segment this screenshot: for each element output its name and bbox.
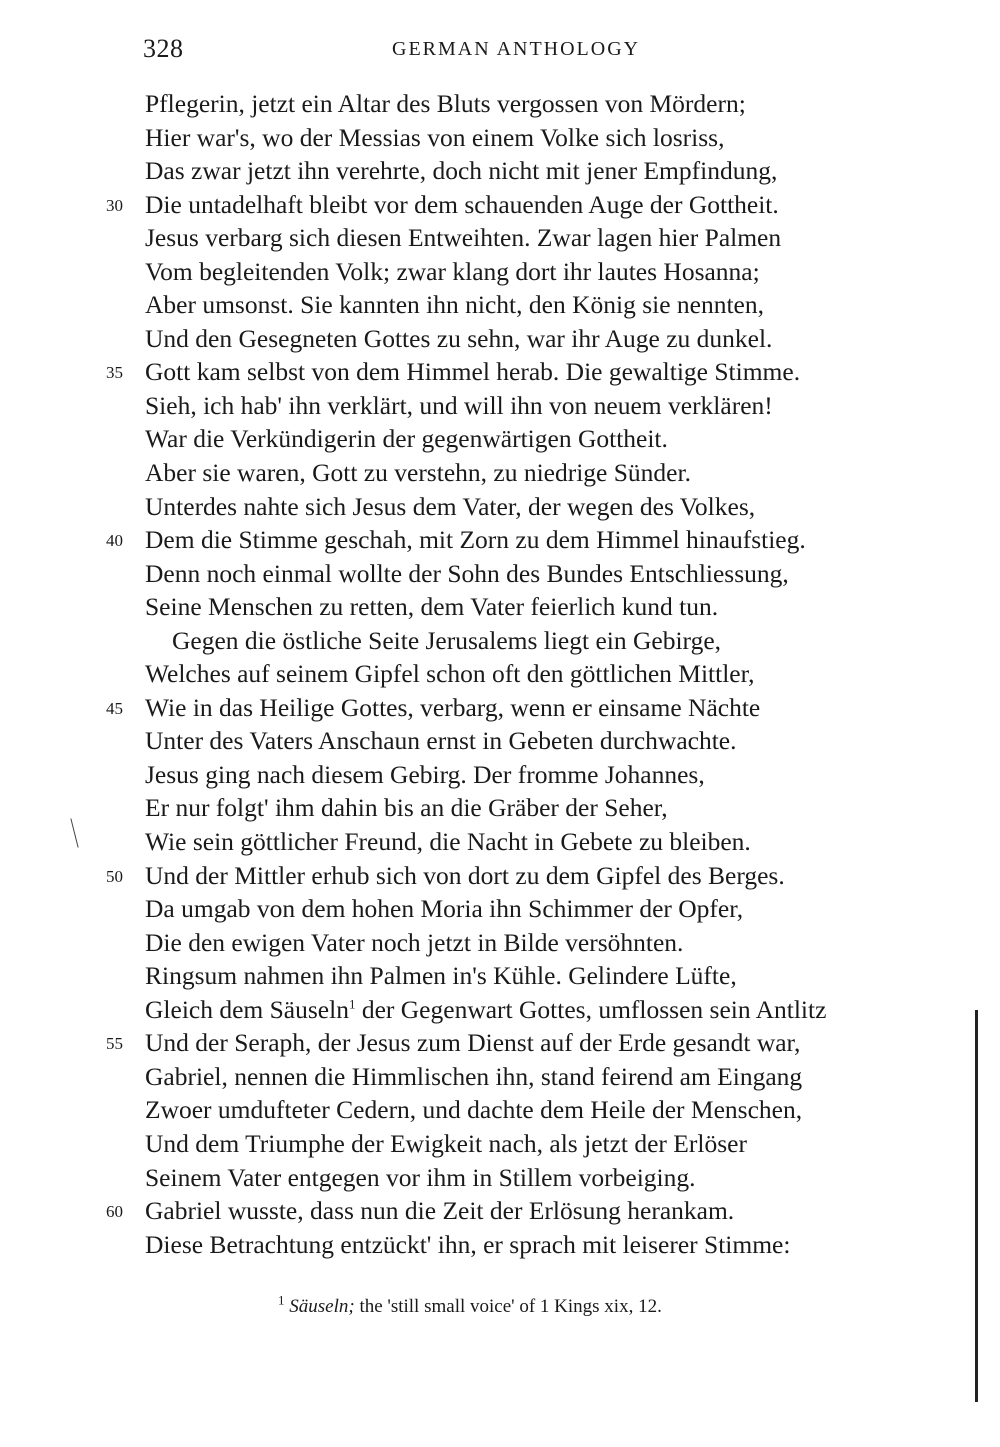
verse-text-main: Vom begleitenden Volk; zwar klang dort ihr lautes Hosanna; [145, 256, 760, 286]
verse-text [145, 724, 737, 758]
verse-line [0, 859, 1000, 893]
verse-text-main: Aber sie waren, Gott zu verstehn, zu niedrige Sünder. [145, 458, 691, 488]
verse-text-main: Sieh, ich hab' ihn verklärt, und will ihn von neuem verklären! [145, 390, 773, 420]
verse-line [0, 1194, 1000, 1228]
verse-text-main: Gegen die östliche Seite Jerusalems liegt ein Gebirge, [172, 625, 722, 655]
verse-line [0, 657, 1000, 691]
verse-text-main: Da umgab von dem hohen Moria ihn Schimmer der Opfer, [145, 894, 744, 924]
verse-line [0, 154, 1000, 188]
verse-text-main: Jesus ging nach diesem Gebirg. Der fromme Johannes, [145, 759, 705, 789]
verse-line [0, 288, 1000, 322]
verse-text [145, 791, 668, 825]
verse-text-main: Wie in das Heilige Gottes, verbarg, wenn er einsame Nächte [145, 692, 761, 722]
verse-text [145, 389, 773, 423]
verse-text [145, 456, 691, 490]
footnote-text: the 'still small voice' of 1 Kings xix, 12. [354, 1296, 662, 1317]
line-number: 30 [106, 195, 123, 215]
verse-text [145, 993, 826, 1027]
verse-text [145, 959, 737, 993]
verse-text-main: Und der Seraph, der Jesus zum Dienst auf der Erde gesandt war, [145, 1028, 801, 1058]
verse-line [0, 87, 1000, 121]
verse-text-main: Seine Menschen zu retten, dem Vater feierlich kund tun. [145, 592, 719, 622]
running-head: GERMAN ANTHOLOGY [392, 38, 641, 60]
verse-line [0, 926, 1000, 960]
verse-text [145, 422, 668, 456]
verse-text-main: Unter des Vaters Anschaun ernst in Gebeten durchwachte. [145, 726, 737, 756]
poem-body [0, 87, 1000, 1261]
verse-line [0, 959, 1000, 993]
line-number: 55 [106, 1034, 123, 1054]
verse-text-main: Ringsum nahmen ihn Palmen in's Kühle. Gelindere Lüfte, [145, 961, 737, 991]
verse-line [0, 758, 1000, 792]
verse-line [0, 188, 1000, 222]
verse-text-main: Hier war's, wo der Messias von einem Volke sich losriss, [145, 122, 725, 152]
verse-text [145, 523, 806, 557]
verse-text [145, 892, 743, 926]
verse-line [0, 523, 1000, 557]
verse-text-main: Diese Betrachtung entzückt' ihn, er sprach mit leiserer Stimme: [145, 1229, 791, 1259]
verse-text [145, 255, 760, 289]
verse-line [0, 1228, 1000, 1262]
verse-text-main: Die den ewigen Vater noch jetzt in Bilde versöhnten. [145, 927, 684, 957]
verse-text-main: Denn noch einmal wollte der Sohn des Bundes Entschliessung, [145, 558, 789, 588]
verse-line [0, 724, 1000, 758]
verse-line [0, 892, 1000, 926]
verse-line [0, 1026, 1000, 1060]
verse-text-main: Er nur folgt' ihm dahin bis an die Gräber der Seher, [145, 793, 668, 823]
verse-text [145, 188, 779, 222]
verse-text [145, 1060, 802, 1094]
verse-text-main: Das zwar jetzt ihn verehrte, doch nicht mit jener Empfindung, [145, 156, 778, 186]
verse-text-main: Und den Gesegneten Gottes zu sehn, war ihr Auge zu dunkel. [145, 323, 773, 353]
verse-text-main: Welches auf seinem Gipfel schon oft den göttlichen Mittler, [145, 659, 755, 689]
verse-text [145, 657, 754, 691]
line-number: 40 [106, 531, 123, 551]
verse-text [145, 490, 755, 524]
verse-text-main: Gott kam selbst von dem Himmel herab. Die gewaltige Stimme. [145, 357, 801, 387]
verse-line [0, 691, 1000, 725]
verse-text-continued: der Gegenwart Gottes, umflossen sein Antlitz [355, 994, 827, 1024]
verse-text-main: Gabriel, nennen die Himmlischen ihn, stand feirend am Eingang [145, 1061, 803, 1091]
verse-text [145, 1228, 790, 1262]
verse-text-main: Dem die Stimme geschah, mit Zorn zu dem Himmel hinaufstieg. [145, 525, 806, 555]
verse-line [0, 1161, 1000, 1195]
verse-text [145, 355, 800, 389]
verse-line [0, 490, 1000, 524]
verse-line [0, 422, 1000, 456]
verse-text-main: Aber umsonst. Sie kannten ihn nicht, den König sie nennten, [145, 290, 764, 320]
verse-text [145, 322, 772, 356]
verse-line [0, 557, 1000, 591]
footnote-reference: 1 [348, 996, 356, 1012]
verse-line [0, 322, 1000, 356]
verse-line [0, 389, 1000, 423]
verse-text [172, 624, 721, 658]
margin-rule [975, 1010, 978, 1402]
line-number: 35 [106, 363, 123, 383]
verse-text [145, 221, 781, 255]
verse-text [145, 859, 785, 893]
verse-line [0, 355, 1000, 389]
line-number: 45 [106, 698, 123, 718]
verse-text [145, 288, 764, 322]
verse-text-main: Pflegerin, jetzt ein Altar des Bluts vergossen von Mördern; [145, 89, 746, 118]
verse-text [145, 1093, 802, 1127]
line-number: 60 [106, 1202, 123, 1222]
verse-text-main: Und der Mittler erhub sich von dort zu dem Gipfel des Berges. [145, 860, 785, 890]
verse-text [145, 691, 760, 725]
verse-text-main: Seinem Vater entgegen vor ihm in Stillem vorbeiging. [145, 1162, 696, 1192]
verse-text [145, 1194, 734, 1228]
verse-text [145, 1026, 800, 1060]
verse-text [145, 758, 705, 792]
verse-line [0, 1093, 1000, 1127]
verse-text [145, 825, 751, 859]
verse-text-main: Gabriel wusste, dass nun die Zeit der Erlösung herankam. [145, 1196, 735, 1226]
verse-text [145, 590, 718, 624]
verse-text-main: Jesus verbarg sich diesen Entweihten. Zwar lagen hier Palmen [145, 223, 782, 253]
verse-text-main: Gleich dem Säuseln [145, 994, 349, 1024]
verse-text-main: War die Verkündigerin der gegenwärtigen Gottheit. [145, 424, 668, 454]
verse-line [0, 590, 1000, 624]
verse-text [145, 154, 777, 188]
page-number: 328 [143, 34, 184, 63]
verse-line [0, 825, 1000, 859]
verse-text [145, 926, 683, 960]
verse-text-main: Die untadelhaft bleibt vor dem schauenden Auge der Gottheit. [145, 189, 779, 219]
verse-line [0, 1060, 1000, 1094]
verse-line [0, 993, 1000, 1027]
verse-text-main: Wie sein göttlicher Freund, die Nacht in Gebete zu bleiben. [145, 827, 751, 857]
verse-line [0, 121, 1000, 155]
footnote-term: Säuseln; [289, 1296, 355, 1317]
verse-line [0, 624, 1000, 658]
verse-text [145, 121, 724, 155]
verse-text-main: Zwoer umdufteter Cedern, und dachte dem Heile der Menschen, [145, 1095, 803, 1125]
verse-line [0, 255, 1000, 289]
page-header [0, 30, 1000, 70]
verse-text-main: Und dem Triumphe der Ewigkeit nach, als jetzt der Erlöser [145, 1128, 747, 1158]
verse-line [0, 456, 1000, 490]
verse-line [0, 791, 1000, 825]
verse-line [0, 1127, 1000, 1161]
verse-text [145, 87, 746, 121]
footnote-marker: 1 [278, 1292, 285, 1308]
verse-line [0, 221, 1000, 255]
verse-text-main: Unterdes nahte sich Jesus dem Vater, der wegen des Volkes, [145, 491, 756, 521]
verse-text [145, 1127, 747, 1161]
verse-text [145, 1161, 696, 1195]
verse-text [145, 557, 789, 591]
line-number: 50 [106, 866, 123, 886]
